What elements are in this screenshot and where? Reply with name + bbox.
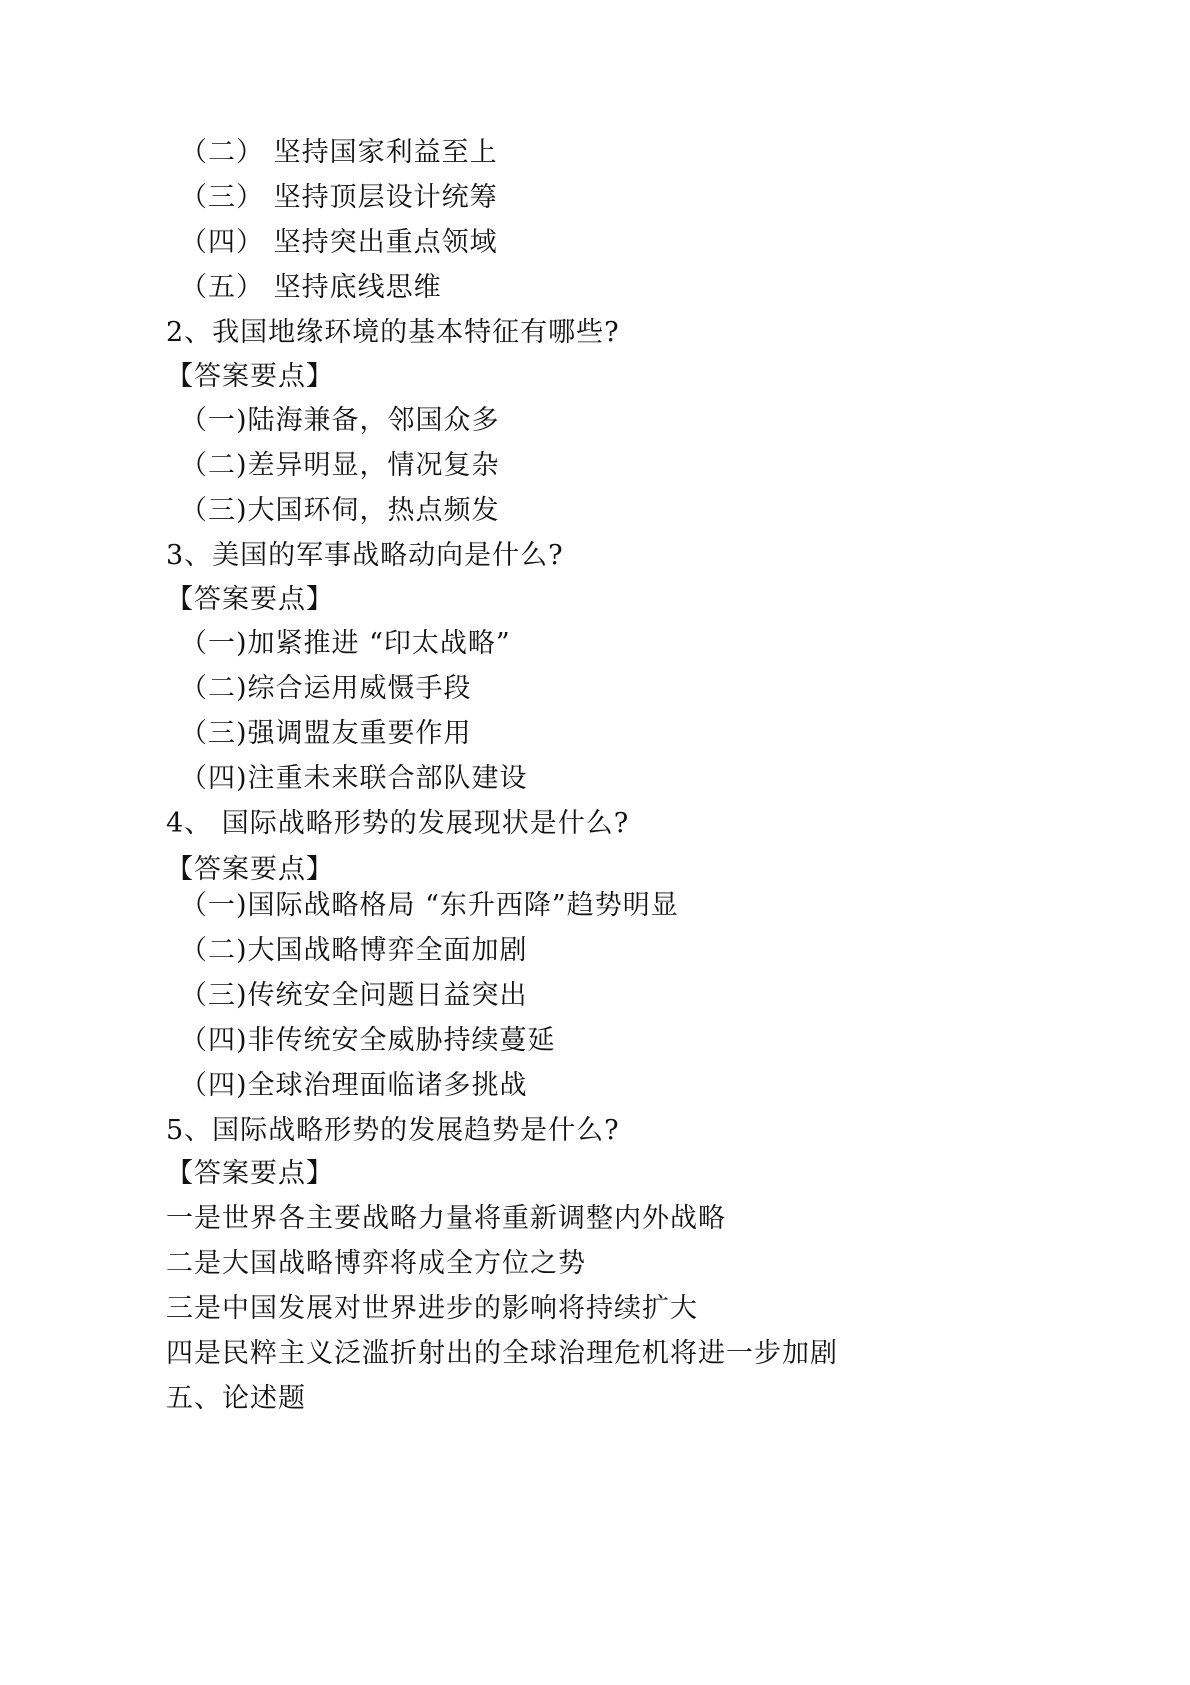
- answer-heading-2: 【答案要点】: [166, 361, 334, 392]
- answer-4-item-4: （四)非传统安全威胁持续蔓延: [180, 1025, 556, 1056]
- answer-3-item-1: （一)加紧推进 “印太战略”: [180, 628, 511, 659]
- answer-4-item-3: （三)传统安全问题日益突出: [180, 980, 528, 1011]
- question-3: 3、美国的军事战略动向是什么?: [166, 540, 564, 571]
- answer-heading-4: 【答案要点】: [166, 854, 334, 885]
- answer-2-item-1: （一)陆海兼备，邻国众多: [180, 405, 500, 436]
- answer-5-item-1: 一是世界各主要战略力量将重新调整内外战略: [166, 1203, 726, 1234]
- answer-5-item-3: 三是中国发展对世界进步的影响将持续扩大: [166, 1293, 698, 1324]
- answer-3-item-3: （三)强调盟友重要作用: [180, 718, 472, 749]
- answer-4-item-2: （二)大国战略博弈全面加剧: [180, 935, 528, 966]
- item-top-level-design: （三） 坚持顶层设计统筹: [180, 182, 498, 213]
- answer-2-item-2: （二)差异明显，情况复杂: [180, 450, 500, 481]
- item-key-areas: （四） 坚持突出重点领域: [180, 227, 498, 258]
- item-bottom-line: （五） 坚持底线思维: [180, 272, 442, 303]
- question-5: 5、国际战略形势的发展趋势是什么?: [166, 1115, 620, 1146]
- question-4: 4、 国际战略形势的发展现状是什么?: [166, 808, 630, 839]
- answer-5-item-4: 四是民粹主义泛滥折射出的全球治理危机将进一步加剧: [166, 1338, 838, 1369]
- answer-5-item-2: 二是大国战略博弈将成全方位之势: [166, 1248, 586, 1279]
- answer-heading-5: 【答案要点】: [166, 1158, 334, 1189]
- item-national-interest: （二） 坚持国家利益至上: [180, 137, 498, 168]
- answer-2-item-3: （三)大国环伺，热点频发: [180, 495, 500, 526]
- answer-4-item-5: （四)全球治理面临诸多挑战: [180, 1070, 528, 1101]
- answer-4-item-1: （一)国际战略格局 “东升西降”趋势明显: [180, 890, 679, 921]
- section-heading-essay: 五、论述题: [166, 1383, 306, 1414]
- answer-3-item-2: （二)综合运用威慑手段: [180, 673, 472, 704]
- answer-3-item-4: （四)注重未来联合部队建设: [180, 763, 528, 794]
- question-2: 2、我国地缘环境的基本特征有哪些?: [166, 317, 620, 348]
- answer-heading-3: 【答案要点】: [166, 584, 334, 615]
